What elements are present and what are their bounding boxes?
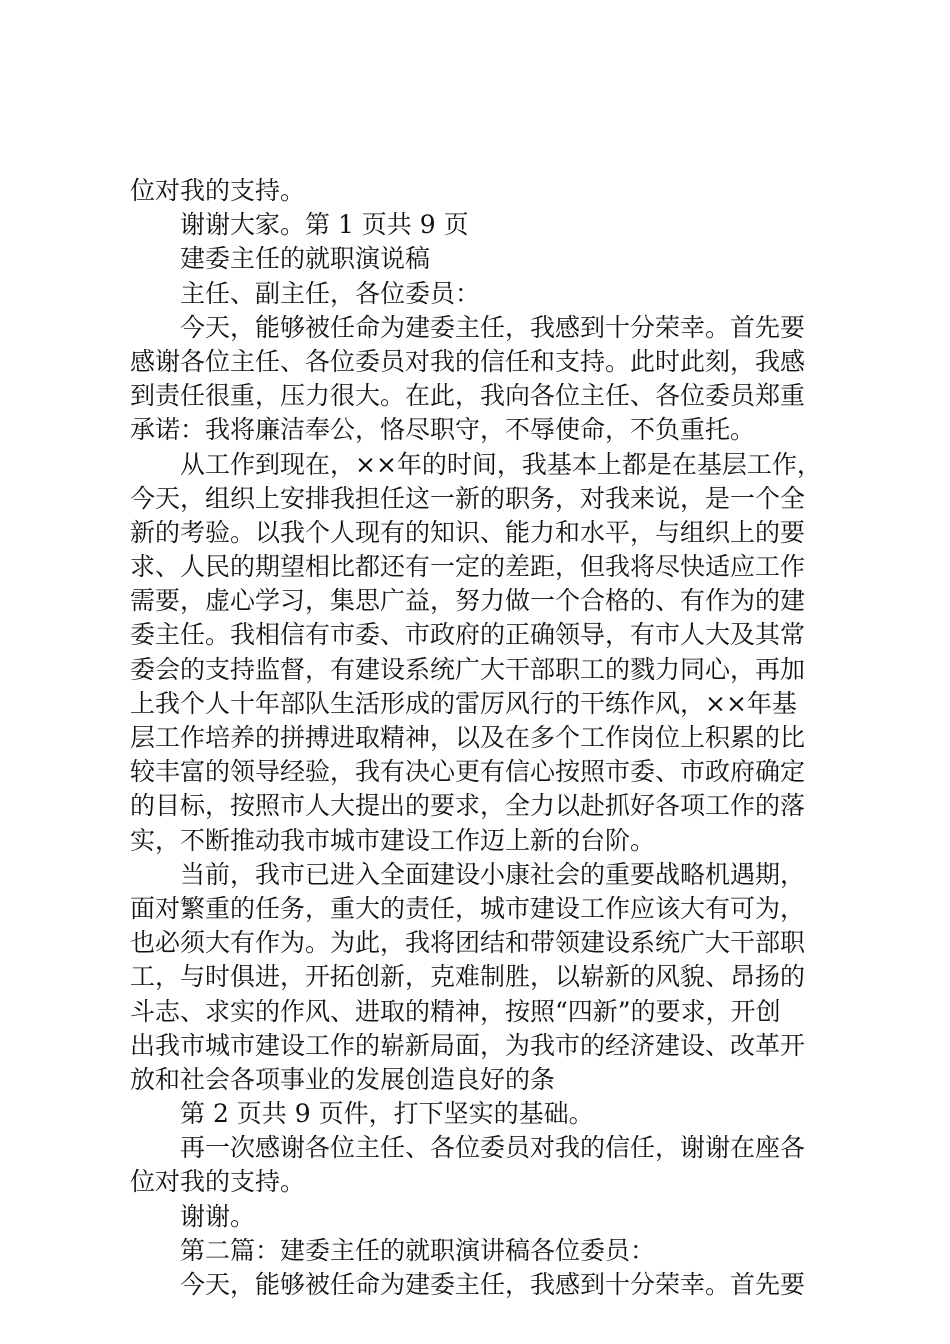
text-line: 到责任很重，压力很大。在此，我向各位主任、各位委员郑重 <box>130 381 806 411</box>
text-line: 也必须大有作为。为此，我将团结和带领建设系统广大干部职 <box>130 928 806 958</box>
text-line: 层工作培养的拼搏进取精神，以及在多个工作岗位上积累的比 <box>130 723 806 752</box>
text-line: 建委主任的就职演说稿 <box>180 244 431 274</box>
text-line: 当前，我市已进入全面建设小康社会的重要战略机遇期， <box>180 859 806 889</box>
text-line: 承诺：我将廉洁奉公，恪尽职守，不辱使命，不负重托。 <box>130 415 756 445</box>
text-line: 再一次感谢各位主任、各位委员对我的信任，谢谢在座各 <box>180 1133 806 1163</box>
text-line: 今天，能够被任命为建委主任，我感到十分荣幸。首先要 <box>180 1270 806 1299</box>
text-line: 今天，组织上安排我担任这一新的职务，对我来说，是一个全 <box>130 483 806 513</box>
document-body <box>130 174 830 1302</box>
text-line: 实，不断推动我市城市建设工作迈上新的台阶。 <box>130 825 656 855</box>
text-line: 需要，虚心学习，集思广益，努力做一个合格的、有作为的建 <box>130 586 806 616</box>
text-line: 上我个人十年部队生活形成的雷厉风行的干练作风，××年基 <box>130 688 797 718</box>
text-line: 求、人民的期望相比都还有一定的差距，但我将尽快适应工作 <box>130 552 806 582</box>
text-line: 感谢各位主任、各位委员对我的信任和支持。此时此刻，我感 <box>130 346 806 376</box>
text-line: 较丰富的领导经验，我有决心更有信心按照市委、市政府确定 <box>130 757 806 787</box>
text-line: 新的考验。以我个人现有的知识、能力和水平，与组织上的要 <box>130 517 806 547</box>
text-line: 位对我的支持。 <box>130 1167 306 1197</box>
text-line: 委会的支持监督，有建设系统广大干部职工的戮力同心，再加 <box>130 654 806 684</box>
text-line: 放和社会各项事业的发展创造良好的条 <box>130 1064 556 1094</box>
text-line: 的目标，按照市人大提出的要求，全力以赴抓好各项工作的落 <box>130 791 806 821</box>
text-line: 委主任。我相信有市委、市政府的正确领导，有市人大及其常 <box>130 620 806 650</box>
text-line: 今天，能够被任命为建委主任，我感到十分荣幸。首先要 <box>180 312 806 342</box>
text-line: 出我市城市建设工作的崭新局面，为我市的经济建设、改革开 <box>130 1030 806 1060</box>
text-line: 从工作到现在，××年的时间，我基本上都是在基层工作， <box>180 449 822 479</box>
text-line: 谢谢大家。第 1 页共 9 页 <box>180 210 469 240</box>
text-line: 谢谢。 <box>180 1201 256 1231</box>
text-line: 工，与时俱进，开拓创新，克难制胜，以崭新的风貌、昂扬的 <box>130 962 806 992</box>
text-line: 第 2 页共 9 页件，打下坚实的基础。 <box>180 1099 594 1129</box>
text-line: 斗志、求实的作风、进取的精神，按照“四新”的要求，开创 <box>130 996 781 1026</box>
text-line: 主任、副主任，各位委员： <box>180 278 481 308</box>
text-line: 位对我的支持。 <box>130 176 306 205</box>
text-line: 面对繁重的任务，重大的责任，城市建设工作应该大有可为， <box>130 893 806 923</box>
text-line: 第二篇：建委主任的就职演讲稿各位委员： <box>180 1235 656 1265</box>
